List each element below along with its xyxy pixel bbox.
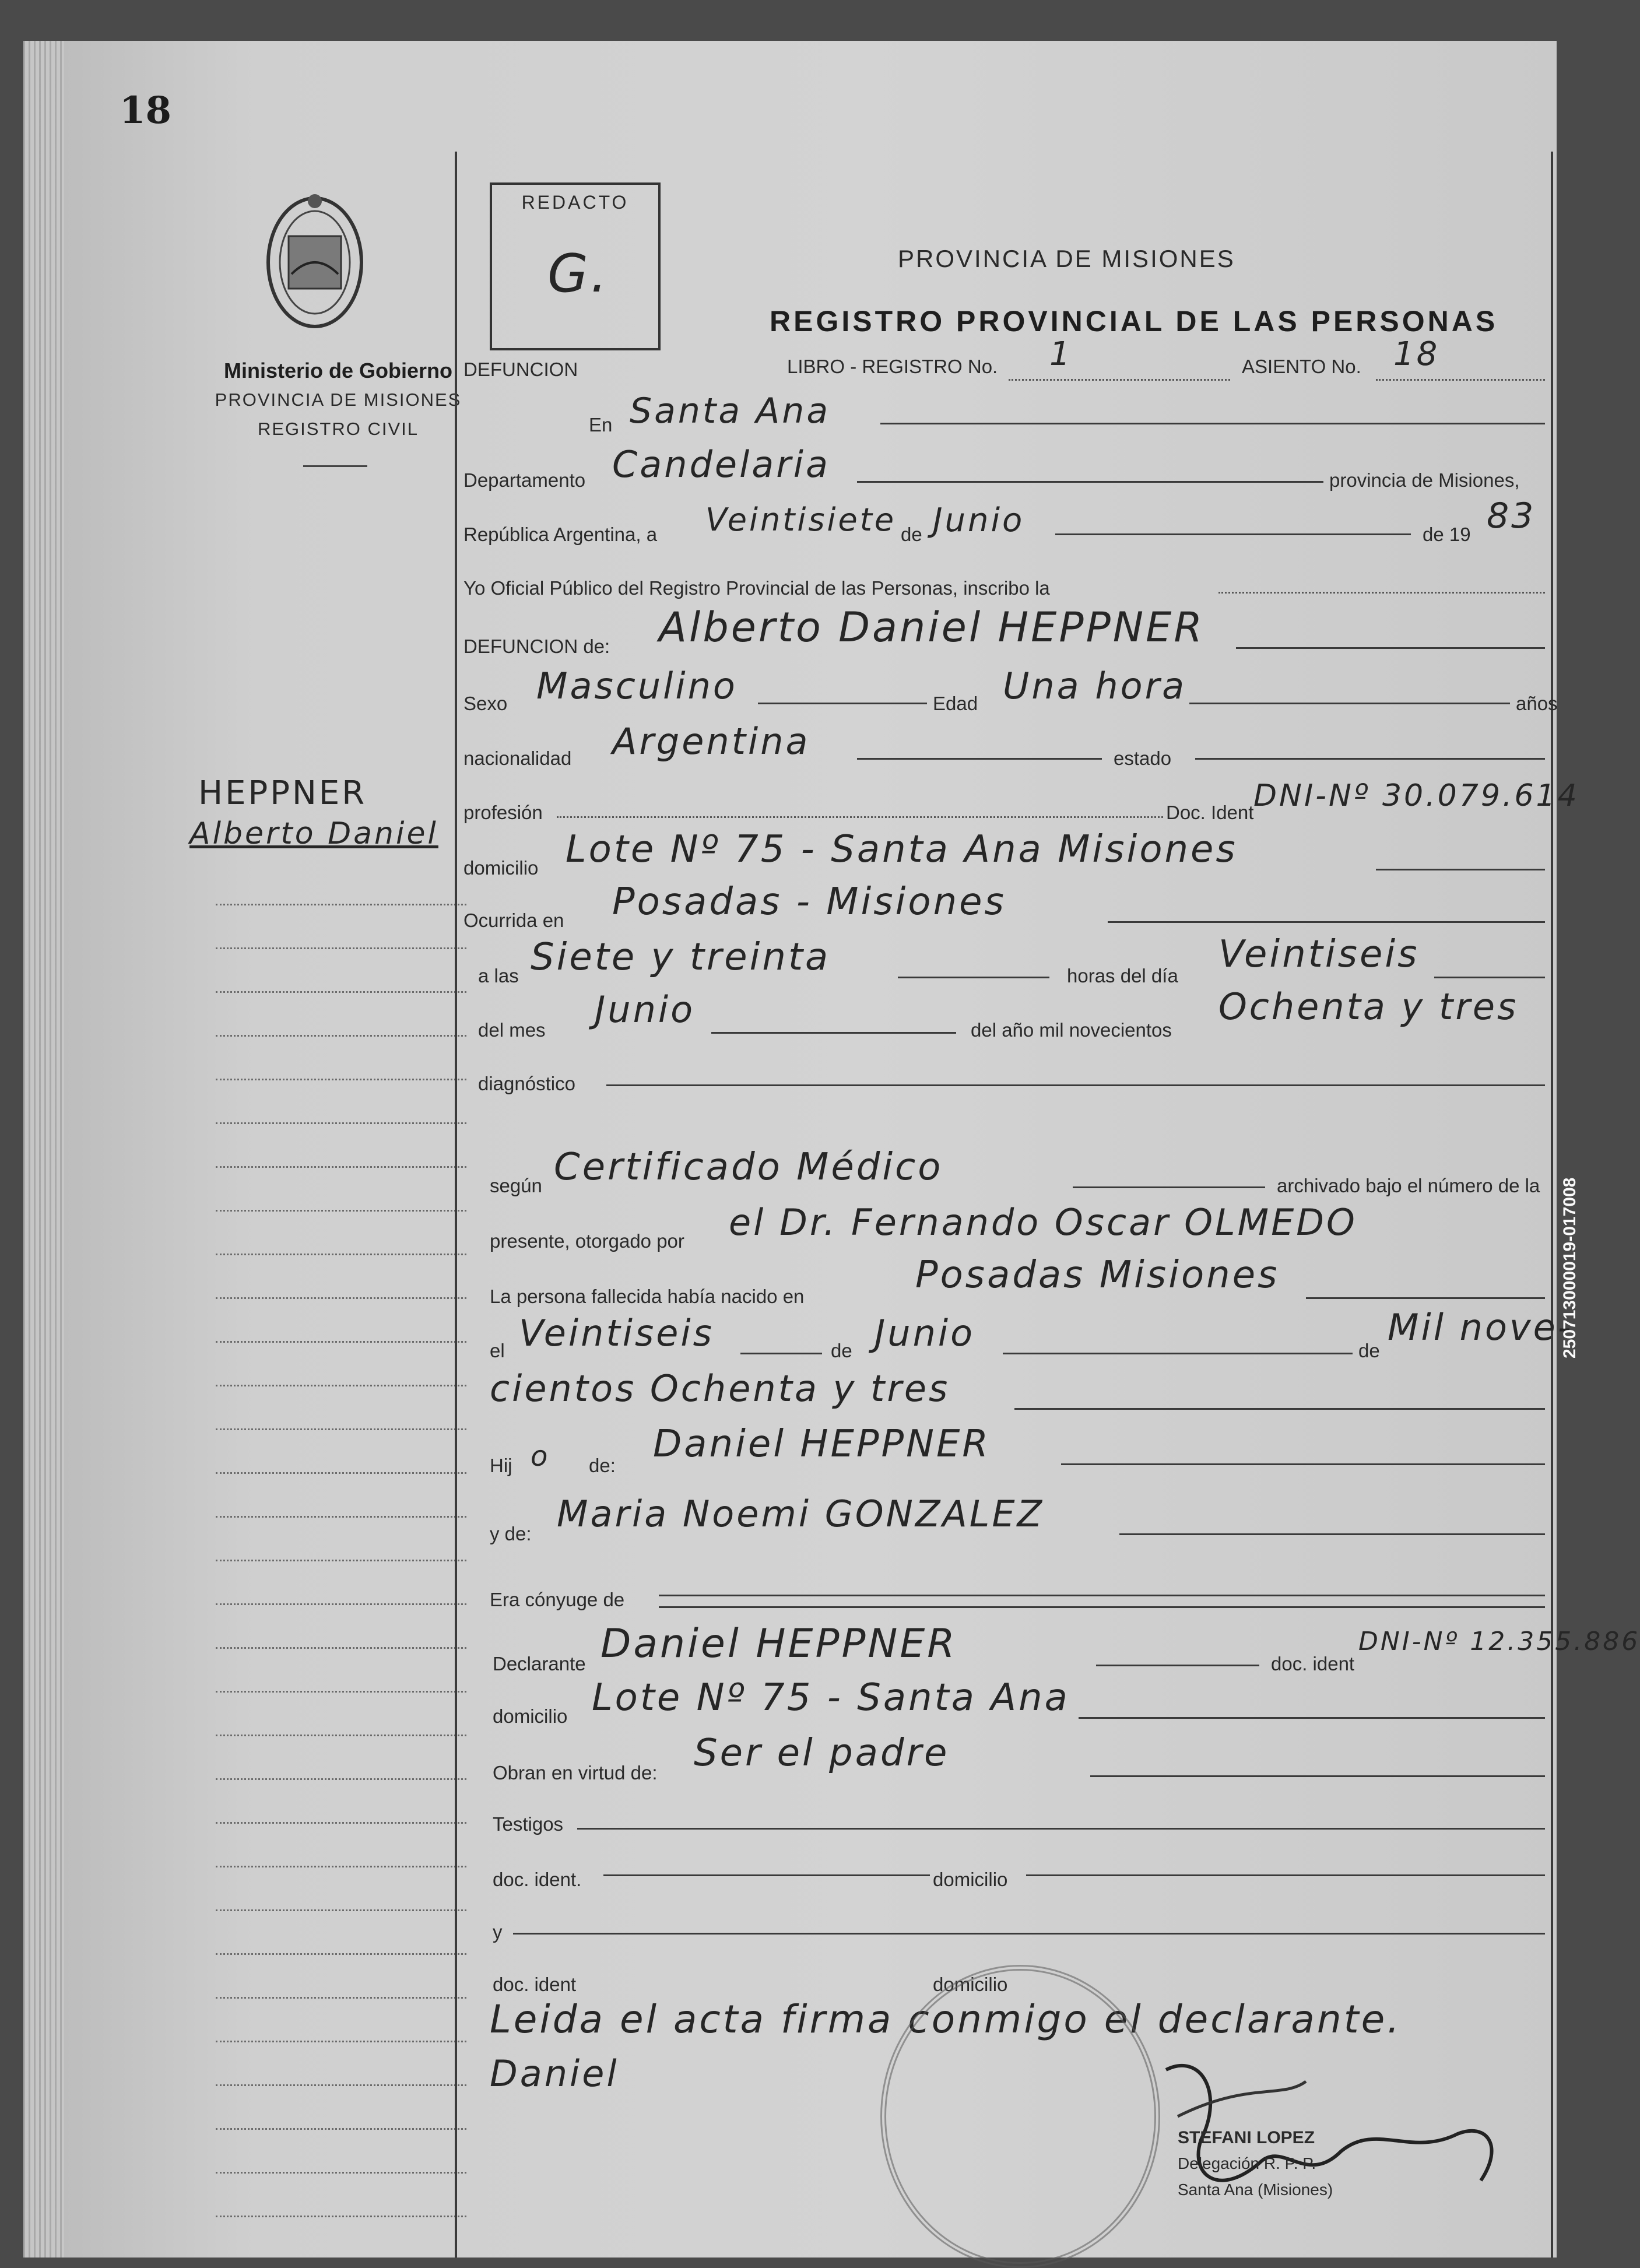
label-obran: Obran en virtud de: xyxy=(493,1762,658,1783)
line-diagnostico xyxy=(606,1084,1545,1086)
label-domicilio4: domicilio xyxy=(933,1974,1008,1995)
label-y-de: y de: xyxy=(490,1523,532,1544)
label-el: el xyxy=(490,1340,505,1361)
line-declarante xyxy=(1096,1665,1259,1666)
page-edges xyxy=(23,41,64,2258)
value-segun: Certificado Médico xyxy=(554,1146,943,1189)
provincia-de-misiones-seal-icon xyxy=(262,187,367,344)
ministry-province: PROVINCIA DE MISIONES xyxy=(215,389,462,410)
label-horas: horas del día xyxy=(1067,965,1178,986)
value-nacido-en: Posadas Misiones xyxy=(915,1254,1280,1297)
line-yo-oficial xyxy=(1218,592,1545,594)
value-declarante-domicilio: Lote Nº 75 - Santa Ana xyxy=(592,1676,1070,1719)
line-departamento xyxy=(857,481,1323,483)
label-estado: estado xyxy=(1114,747,1172,769)
value-domicilio: Lote Nº 75 - Santa Ana Misiones xyxy=(566,828,1238,871)
value-mes-muerte: Junio xyxy=(595,988,696,1031)
margin-surname: HEPPNER xyxy=(198,774,367,812)
label-doc-ident: Doc. Ident xyxy=(1166,802,1254,823)
label-doc-ident4: doc. ident xyxy=(493,1974,577,1995)
value-sexo: Masculino xyxy=(536,665,738,707)
frame-left-line xyxy=(455,152,457,2258)
value-edad: Una hora xyxy=(1003,665,1187,707)
line-mes-muerte xyxy=(711,1032,956,1034)
line-nacionalidad xyxy=(857,758,1102,760)
value-asiento: 18 xyxy=(1393,335,1440,373)
line-testigos xyxy=(577,1828,1545,1830)
line-segun xyxy=(1073,1186,1265,1188)
value-departamento: Candelaria xyxy=(612,443,831,486)
official-place: Santa Ana (Misiones) xyxy=(1178,2181,1333,2199)
margin-given-names: Alberto Daniel xyxy=(189,816,438,851)
label-nacionalidad: nacionalidad xyxy=(463,747,572,769)
label-doc-ident3: doc. ident. xyxy=(493,1869,582,1890)
value-nac-ano-2: cientos Ochenta y tres xyxy=(490,1367,950,1410)
value-ano-muerte: Ochenta y tres xyxy=(1218,985,1519,1028)
value-nombre: Alberto Daniel HEPPNER xyxy=(659,603,1205,651)
line-hora xyxy=(898,977,1049,978)
value-declarante-doc: DNI-Nº 12.355.886 xyxy=(1358,1627,1640,1656)
label-de-year2: de xyxy=(1358,1340,1380,1361)
header-province: PROVINCIA DE MISIONES xyxy=(898,245,1235,272)
value-ano: 83 xyxy=(1487,496,1536,536)
label-defuncion: DEFUNCION xyxy=(463,359,578,380)
label-del-mes: del mes xyxy=(478,1019,546,1041)
value-padre: Daniel HEPPNER xyxy=(653,1423,991,1466)
value-firma: Daniel xyxy=(490,2052,619,2095)
label-y: y xyxy=(493,1921,503,1943)
value-nac-mes: Junio xyxy=(875,1312,975,1354)
label-presente: presente, otorgado por xyxy=(490,1230,684,1252)
label-hij: Hij xyxy=(490,1455,512,1476)
label-segun: según xyxy=(490,1175,542,1196)
official-name: STEFANI LOPEZ xyxy=(1178,2128,1315,2147)
line-dia-muerte xyxy=(1434,977,1545,978)
line-doc-ident3 xyxy=(603,1874,930,1876)
label-ocurrida: Ocurrida en xyxy=(463,910,564,931)
value-obran: Ser el padre xyxy=(694,1732,950,1775)
redacto-initials: G. xyxy=(547,243,610,304)
line-sexo xyxy=(758,703,927,704)
label-libro: LIBRO - REGISTRO No. xyxy=(787,356,998,377)
label-testigos: Testigos xyxy=(493,1813,564,1835)
value-dia-muerte: Veintiseis xyxy=(1218,933,1420,976)
line-conyuge-1 xyxy=(659,1595,1545,1596)
label-diagnostico: diagnóstico xyxy=(478,1073,575,1094)
value-otorgado: el Dr. Fernando Oscar OLMEDO xyxy=(729,1201,1357,1244)
label-nacido: La persona fallecida había nacido en xyxy=(490,1286,805,1307)
line-domicilio3 xyxy=(1026,1874,1545,1876)
value-cierre: Leida el acta firma conmigo el declarante. xyxy=(490,1997,1402,2042)
label-conyuge: Era cónyuge de xyxy=(490,1589,625,1610)
line-padre xyxy=(1061,1463,1545,1465)
line-domicilio xyxy=(1376,869,1545,870)
value-madre: Maria Noemi GONZALEZ xyxy=(557,1493,1044,1535)
label-edad: Edad xyxy=(933,693,978,714)
line-declarante-domicilio xyxy=(1079,1717,1545,1719)
label-yo-oficial: Yo Oficial Público del Registro Provincial de las Personas, inscribo la xyxy=(463,577,1050,599)
line-en xyxy=(880,423,1545,424)
line-y xyxy=(513,1933,1545,1935)
line-nacido xyxy=(1306,1297,1545,1299)
label-domicilio: domicilio xyxy=(463,857,539,879)
label-en: En xyxy=(589,414,613,436)
value-hijo-suffix: o xyxy=(531,1440,550,1473)
line-nombre xyxy=(1236,647,1545,649)
line-mes xyxy=(1055,533,1411,535)
line-madre xyxy=(1119,1533,1545,1535)
side-code xyxy=(1560,1020,1595,1370)
line-asiento xyxy=(1376,379,1545,381)
frame-right-line xyxy=(1551,152,1553,2258)
line-nac-mes xyxy=(1003,1353,1353,1354)
value-doc-ident: DNI-Nº 30.079.614 xyxy=(1253,778,1579,813)
label-de-month: de xyxy=(831,1340,852,1361)
label-defuncion-de: DEFUNCION de: xyxy=(463,636,610,657)
label-anos: años xyxy=(1516,693,1558,714)
ministry-rule xyxy=(303,465,367,467)
line-profesion xyxy=(557,816,1163,818)
value-libro: 1 xyxy=(1049,335,1073,373)
header-registry: REGISTRO PROVINCIAL DE LAS PERSONAS xyxy=(770,305,1498,338)
label-profesion: profesión xyxy=(463,802,543,823)
value-nac-dia: Veintiseis xyxy=(519,1312,714,1354)
line-nac-dia xyxy=(740,1353,822,1354)
registry-stamp-icon xyxy=(880,1965,1160,2268)
label-doc-ident2: doc. ident xyxy=(1271,1653,1355,1674)
label-sexo: Sexo xyxy=(463,693,508,714)
side-code-text: 25071300001​9-017008 xyxy=(1560,1177,1579,1358)
redacto-box xyxy=(490,182,661,350)
value-nac-ano-1: Mil nove- xyxy=(1388,1306,1574,1349)
redacto-label: REDACTO xyxy=(521,192,629,213)
value-ocurrida: Posadas - Misiones xyxy=(612,880,1006,924)
label-departamento: Departamento xyxy=(463,469,586,491)
value-hora: Siete y treinta xyxy=(531,936,831,979)
line-nac-ano-2 xyxy=(1014,1408,1545,1410)
value-mes: Junio xyxy=(933,501,1025,539)
page-number: 18 xyxy=(120,89,172,132)
official-office: Delegación R. P. P. xyxy=(1178,2154,1316,2172)
line-obran xyxy=(1090,1775,1545,1777)
value-nacionalidad: Argentina xyxy=(612,720,810,763)
ministry-title: Ministerio de Gobierno xyxy=(223,359,453,382)
label-provincia: provincia de Misiones, xyxy=(1329,469,1520,491)
label-asiento: ASIENTO No. xyxy=(1242,356,1361,377)
label-domicilio3: domicilio xyxy=(933,1869,1008,1890)
label-declarante: Declarante xyxy=(493,1653,586,1674)
line-edad xyxy=(1189,703,1510,704)
value-en: Santa Ana xyxy=(630,391,831,431)
label-a-las: a las xyxy=(478,965,519,986)
label-republica: República Argentina, a xyxy=(463,524,658,545)
value-dia: Veintisiete xyxy=(705,501,897,538)
ministry-office: REGISTRO CIVIL xyxy=(257,419,419,439)
label-archivado: archivado bajo el número de la xyxy=(1277,1175,1540,1196)
line-ocurrida xyxy=(1108,921,1545,923)
line-libro xyxy=(1009,379,1230,381)
label-de-day: de xyxy=(901,524,922,545)
value-declarante: Daniel HEPPNER xyxy=(600,1621,957,1667)
label-domicilio2: domicilio xyxy=(493,1705,568,1727)
label-de-parent: de: xyxy=(589,1455,616,1476)
label-de-year: de 19 xyxy=(1423,524,1471,545)
line-conyuge-2 xyxy=(659,1606,1545,1608)
label-del-ano: del año mil novecientos xyxy=(971,1019,1172,1041)
line-estado xyxy=(1195,758,1545,760)
